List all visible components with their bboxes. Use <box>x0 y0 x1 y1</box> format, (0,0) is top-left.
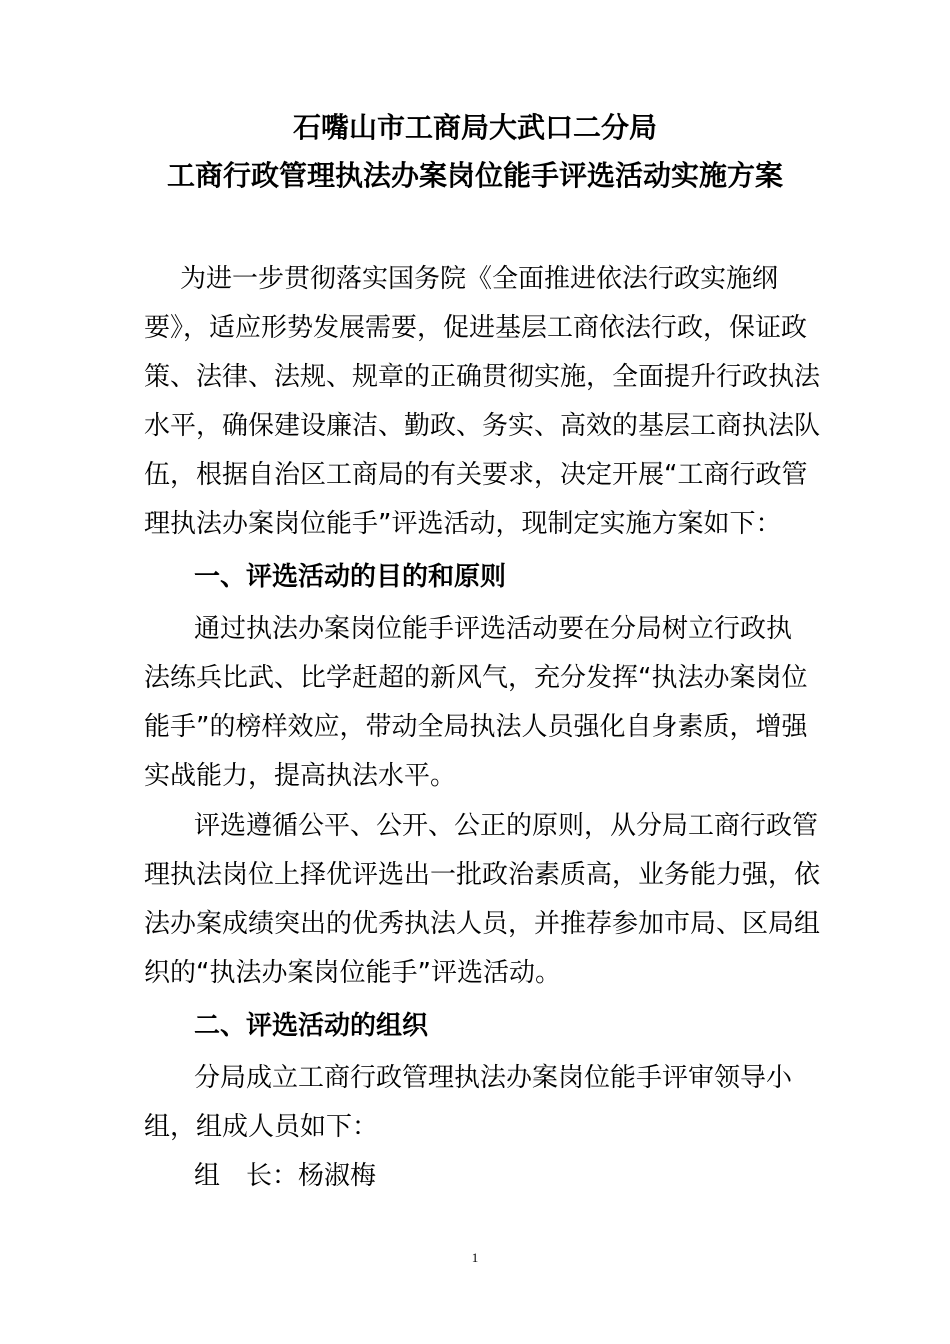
paragraph-1-line-1: 为进一步贯彻落实国务院《全面推进依法行政实施纲 <box>180 264 779 294</box>
paragraph-4-line-1: 分局成立工商行政管理执法办案岗位能手评审领导小 <box>194 1063 793 1093</box>
paragraph-3-line-4: 织的“执法办案岗位能手”评选活动。 <box>144 958 561 988</box>
paragraph-2-line-3: 能手”的榜样效应，带动全局执法人员强化自身素质，增强 <box>144 712 808 742</box>
paragraph-1-line-2: 要》，适应形势发展需要，促进基层工商依法行政，保证政 <box>144 313 808 343</box>
paragraph-2-line-4: 实战能力，提高执法水平。 <box>144 761 457 791</box>
section-heading-2: 二、评选活动的组织 <box>194 1011 429 1041</box>
paragraph-1-line-6: 理执法办案岗位能手”评选活动，现制定实施方案如下： <box>144 509 782 539</box>
paragraph-3-line-3: 法办案成绩突出的优秀执法人员，并推荐参加市局、区局组 <box>144 909 821 939</box>
paragraph-3-line-2: 理执法岗位上择优评选出一批政治素质高，业务能力强，依 <box>144 860 821 890</box>
paragraph-4-line-2: 组，组成人员如下： <box>144 1112 379 1142</box>
section-heading-1: 一、评选活动的目的和原则 <box>194 562 507 592</box>
paragraph-2-line-2: 法练兵比武、比学赶超的新风气，充分发挥“执法办案岗位 <box>144 663 808 693</box>
paragraph-3-line-1: 评选遵循公平、公开、公正的原则，从分局工商行政管 <box>194 811 819 841</box>
paragraph-1-line-3: 策、法律、法规、规章的正确贯彻实施，全面提升行政执法 <box>144 362 821 392</box>
document-title-line-1: 石嘴山市工商局大武口二分局 <box>292 111 657 144</box>
paragraph-1-line-4: 水平，确保建设廉洁、勤政、务实、高效的基层工商执法队 <box>144 411 821 441</box>
group-leader-line: 组 长：杨淑梅 <box>194 1161 377 1191</box>
paragraph-2-line-1: 通过执法办案岗位能手评选活动要在分局树立行政执 <box>194 614 793 644</box>
document-title-line-2: 工商行政管理执法办案岗位能手评选活动实施方案 <box>166 159 783 192</box>
page-number: 1 <box>471 1250 479 1265</box>
paragraph-1-line-5: 伍，根据自治区工商局的有关要求，决定开展“工商行政管 <box>144 460 808 490</box>
